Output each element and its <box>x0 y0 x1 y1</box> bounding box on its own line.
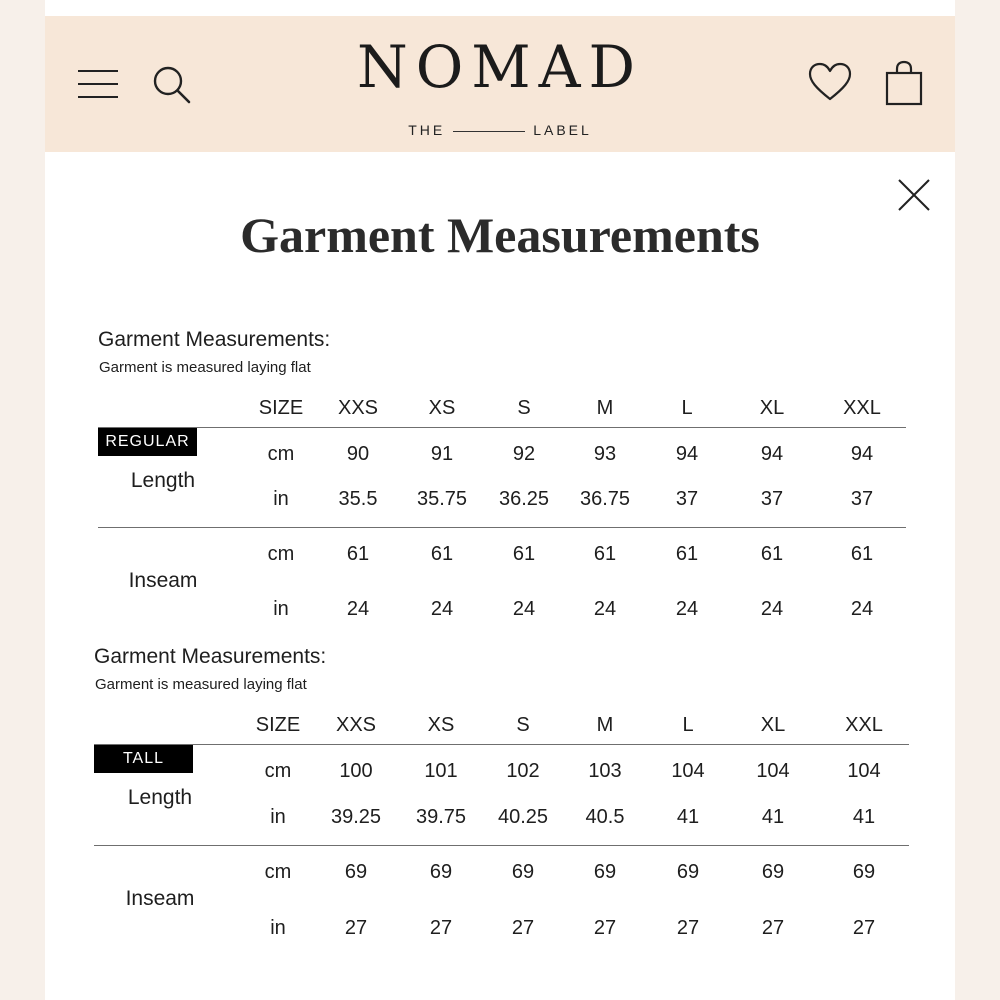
measure-cell: 27 <box>429 917 453 939</box>
size-col-header: L <box>681 397 693 419</box>
table-title: Garment Measurements: <box>98 328 331 351</box>
measure-cell: 39.25 <box>330 806 382 828</box>
top-strip <box>45 0 955 16</box>
logo-tagline-right: LABEL <box>533 122 592 138</box>
measure-cell: 36.75 <box>579 488 631 510</box>
measure-cell: 92 <box>512 443 536 465</box>
measure-cell: 37 <box>850 488 874 510</box>
measure-cell: 94 <box>675 443 699 465</box>
measure-cell: 91 <box>430 443 454 465</box>
measure-cell: 94 <box>850 443 874 465</box>
measure-cell: 36.25 <box>498 488 550 510</box>
measure-cell: 94 <box>760 443 784 465</box>
bag-icon[interactable] <box>885 60 923 106</box>
measure-cell: 93 <box>593 443 617 465</box>
fit-badge: REGULAR <box>98 428 197 456</box>
fit-badge: TALL <box>94 745 193 773</box>
site-header <box>45 16 955 152</box>
measure-cell: 24 <box>346 598 370 620</box>
measure-cell: 69 <box>593 861 617 883</box>
measure-cell: 27 <box>593 917 617 939</box>
table-subtitle: Garment is measured laying flat <box>99 359 311 376</box>
unit-label: in <box>270 806 286 828</box>
measure-cell: 41 <box>852 806 876 828</box>
header-divider <box>94 744 909 745</box>
measure-cell: 37 <box>760 488 784 510</box>
size-header: SIZE <box>258 397 304 419</box>
measure-cell: 24 <box>675 598 699 620</box>
size-col-header: XS <box>427 714 455 736</box>
unit-label: in <box>273 488 289 510</box>
size-col-header: L <box>682 714 694 736</box>
logo-tagline <box>300 122 700 138</box>
size-col-header: S <box>516 714 530 736</box>
measure-cell: 40.5 <box>585 806 625 828</box>
brand-logo[interactable] <box>300 30 700 140</box>
size-col-header: XL <box>759 397 785 419</box>
measure-cell: 61 <box>675 543 699 565</box>
size-col-header: S <box>517 397 531 419</box>
measure-cell: 101 <box>424 760 458 782</box>
unit-label: in <box>270 917 286 939</box>
measure-cell: 61 <box>430 543 454 565</box>
measure-cell: 61 <box>346 543 370 565</box>
measure-cell: 69 <box>761 861 785 883</box>
header-divider <box>98 427 906 428</box>
measure-cell: 61 <box>512 543 536 565</box>
measure-cell: 27 <box>511 917 535 939</box>
measure-cell: 41 <box>761 806 785 828</box>
measure-cell: 69 <box>429 861 453 883</box>
size-guide-page <box>45 0 955 1000</box>
size-col-header: XXS <box>335 714 377 736</box>
group-divider <box>94 845 909 846</box>
measure-cell: 27 <box>761 917 785 939</box>
unit-label: cm <box>267 443 295 465</box>
size-col-header: M <box>596 397 614 419</box>
measure-cell: 102 <box>506 760 540 782</box>
unit-label: in <box>273 598 289 620</box>
measure-cell: 24 <box>760 598 784 620</box>
measure-cell: 104 <box>847 760 881 782</box>
logo-tagline-left: THE <box>408 122 446 138</box>
measure-cell: 35.5 <box>338 488 378 510</box>
measure-cell: 39.75 <box>415 806 467 828</box>
measure-cell: 40.25 <box>497 806 549 828</box>
row-label: Inseam <box>125 887 195 910</box>
size-col-header: XL <box>760 714 786 736</box>
heart-icon[interactable] <box>808 62 852 102</box>
logo-divider <box>453 131 525 132</box>
measure-cell: 61 <box>850 543 874 565</box>
size-col-header: XS <box>428 397 456 419</box>
measure-cell: 37 <box>675 488 699 510</box>
unit-label: cm <box>264 861 292 883</box>
search-icon[interactable] <box>151 64 193 106</box>
measure-cell: 61 <box>760 543 784 565</box>
measure-cell: 27 <box>852 917 876 939</box>
measure-cell: 69 <box>676 861 700 883</box>
measure-cell: 104 <box>756 760 790 782</box>
size-col-header: XXL <box>843 397 881 419</box>
measure-cell: 100 <box>339 760 373 782</box>
row-label: Inseam <box>128 569 198 592</box>
measure-cell: 24 <box>850 598 874 620</box>
measure-cell: 35.75 <box>416 488 468 510</box>
unit-label: cm <box>267 543 295 565</box>
measure-cell: 27 <box>344 917 368 939</box>
group-divider <box>98 527 906 528</box>
measure-cell: 90 <box>346 443 370 465</box>
measure-cell: 69 <box>511 861 535 883</box>
measure-cell: 104 <box>671 760 705 782</box>
measure-cell: 61 <box>593 543 617 565</box>
row-label: Length <box>127 786 193 809</box>
size-col-header: XXL <box>845 714 883 736</box>
table-title: Garment Measurements: <box>94 645 327 668</box>
size-col-header: XXS <box>337 397 379 419</box>
row-label: Length <box>130 469 196 492</box>
size-header: SIZE <box>255 714 301 736</box>
measure-cell: 24 <box>593 598 617 620</box>
table-subtitle: Garment is measured laying flat <box>95 676 307 693</box>
size-col-header: M <box>596 714 614 736</box>
unit-label: cm <box>264 760 292 782</box>
modal-title: Garment Measurements <box>240 207 760 263</box>
measure-cell: 24 <box>512 598 536 620</box>
measure-cell: 24 <box>430 598 454 620</box>
logo-wordmark: NOMAD <box>356 33 644 101</box>
measure-cell: 103 <box>588 760 622 782</box>
menu-icon[interactable] <box>77 68 119 100</box>
measure-cell: 27 <box>676 917 700 939</box>
measure-cell: 41 <box>676 806 700 828</box>
measure-cell: 69 <box>344 861 368 883</box>
measure-cell: 69 <box>852 861 876 883</box>
